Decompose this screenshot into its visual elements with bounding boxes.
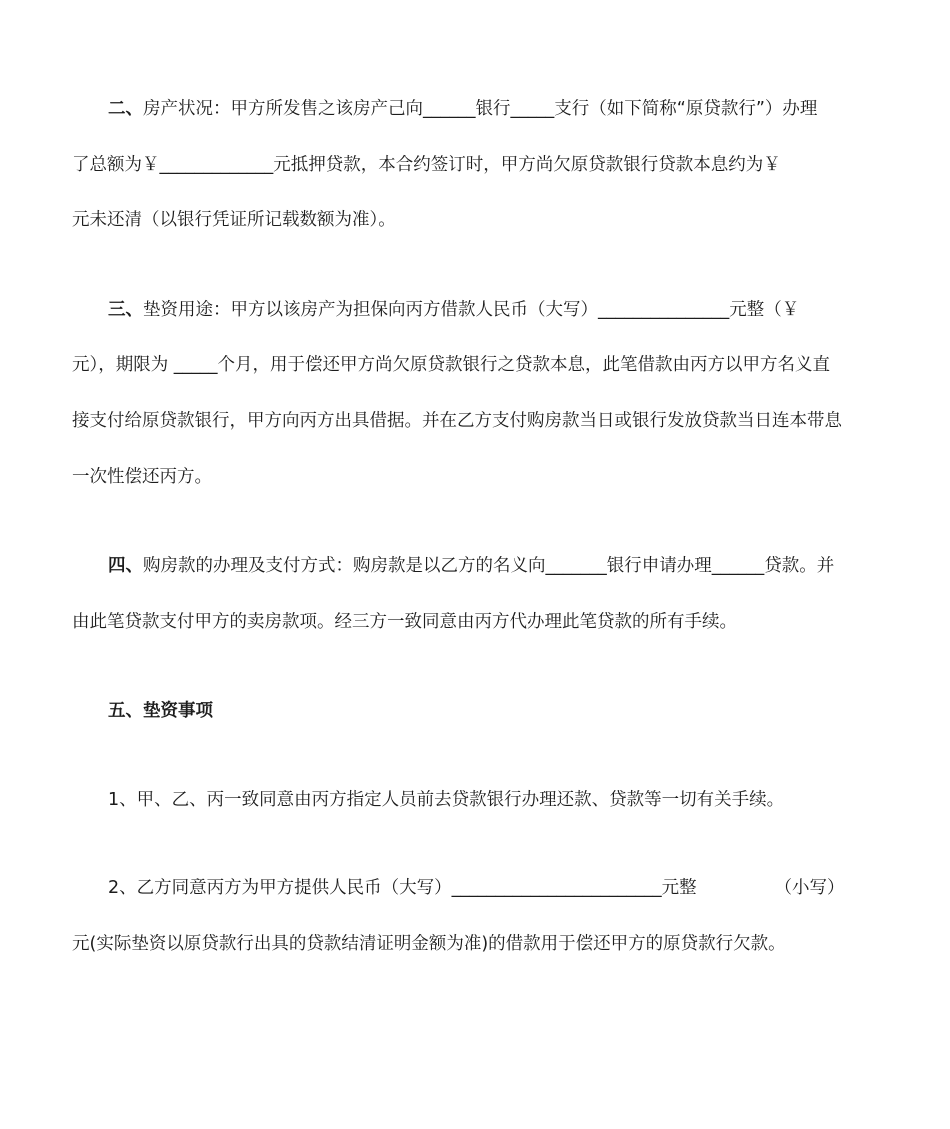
section3-line2: 元），期限为 _____个月，用于偿还甲方尚欠原贷款银行之贷款本息，此笔借款由丙方以甲方名义直 [72,355,831,375]
section5-item2-line2: 元(实际垫资以原贷款行出具的贷款结清证明金额为准)的借款用于偿还甲方的原贷款行欠款。 [72,934,786,954]
section3-text: 垫资用途：甲方以该房产为担保向丙方借款人民币（大写）_______________元整（￥ [143,300,800,320]
section3-line1 [108,298,799,322]
section4-line1 [108,554,834,578]
section5-heading: 五、垫资事项 [108,701,213,721]
section5-item1: 1、甲、乙、丙一致同意由丙方指定人员前去贷款银行办理还款、贷款等一切有关手续。 [108,790,785,810]
section2-text: 房产状况：甲方所发售之该房产己向______银行_____支行（如下简称“原贷款行”）办理 [143,99,818,119]
section3-heading: 三、 [108,300,143,320]
section4-heading: 四、 [108,556,143,576]
section2-heading: 二、 [108,99,143,119]
section3-line3: 接支付给原贷款银行，甲方向丙方出具借据。并在乙方支付购房款当日或银行发放贷款当日连本带息 [72,411,842,431]
section2-line3: 元未还清（以银行凭证所记载数额为准）。 [72,210,396,230]
section5-item2-line1: 2、乙方同意丙方为甲方提供人民币（大写）________________________元整 （小写） [108,878,845,898]
section3-line4: 一次性偿还丙方。 [72,467,212,487]
section2-line1 [108,97,817,121]
section4-text: 购房款的办理及支付方式：购房款是以乙方的名义向_______银行申请办理______贷款。并 [143,556,835,576]
section2-line2: 了总额为￥_____________元抵押贷款，本合约签订时，甲方尚欠原贷款银行贷款本息约为￥ [72,155,781,175]
section4-line2: 由此笔贷款支付甲方的卖房款项。经三方一致同意由丙方代办理此笔贷款的所有手续。 [72,612,737,632]
